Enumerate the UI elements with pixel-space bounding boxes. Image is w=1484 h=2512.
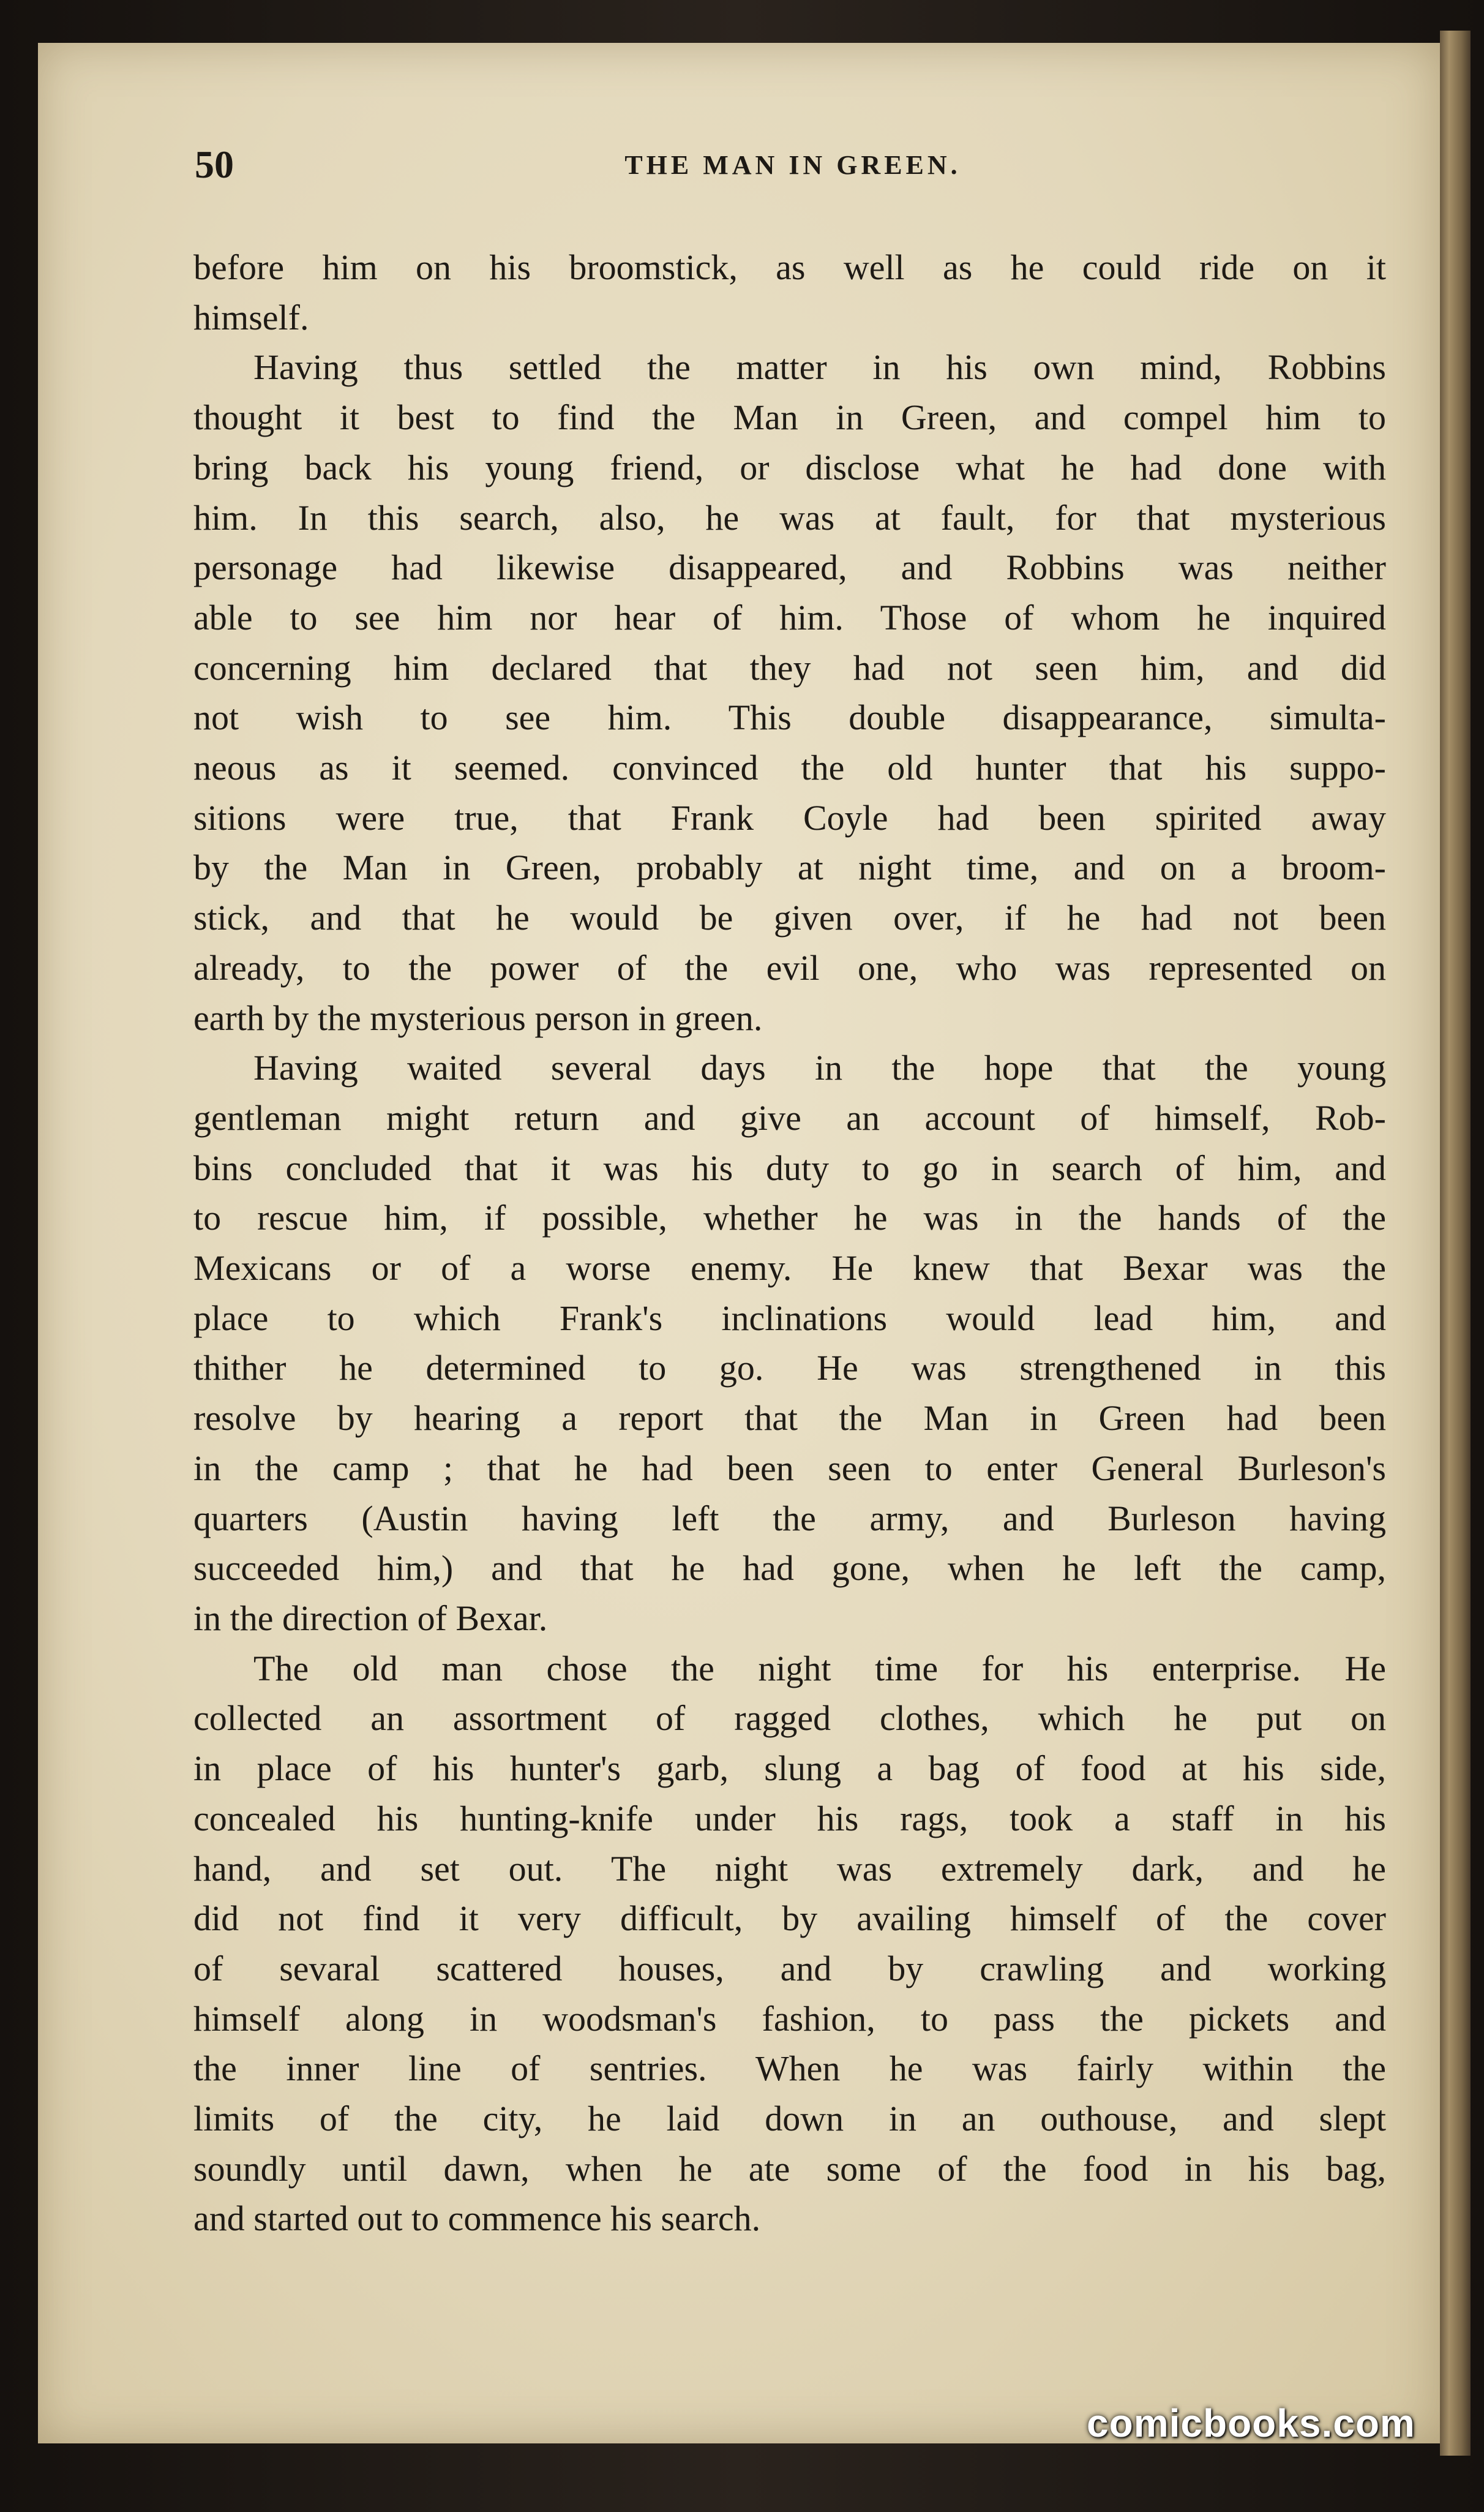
text-line: resolve by hearing a report that the Man in Green had been bbox=[193, 1398, 1386, 1438]
text-line: soundly until dawn, when he ate some of the food in his bag, bbox=[193, 2148, 1386, 2189]
text-line: the inner line of sentries. When he was fairly within the bbox=[193, 2048, 1386, 2089]
site-watermark: comicbooks.com bbox=[1087, 2401, 1415, 2445]
text-line: in place of his hunter's garb, slung a bag of food at his side, bbox=[193, 1748, 1386, 1789]
text-line: by the Man in Green, probably at night time, and on a broom- bbox=[193, 848, 1386, 888]
text-line: thought it best to find the Man in Green, and compel him to bbox=[193, 397, 1386, 438]
text-line: bins concluded that it was his duty to go in search of him, and bbox=[193, 1148, 1386, 1188]
text-line: and started out to commence his search. bbox=[193, 2198, 761, 2239]
text-line: bring back his young friend, or disclose what he had done with bbox=[193, 447, 1386, 487]
text-line: succeeded him,) and that he had gone, when he left the camp, bbox=[193, 1548, 1386, 1589]
text-line: quarters (Austin having left the army, and Burleson having bbox=[193, 1498, 1386, 1538]
page-header bbox=[195, 142, 1391, 197]
text-line: Having thus settled the matter in his own mind, Robbins bbox=[253, 347, 1386, 388]
running-head: THE MAN IN GREEN. bbox=[624, 150, 961, 180]
text-line: Mexicans or of a worse enemy. He knew that Bexar was the bbox=[193, 1248, 1386, 1288]
text-line: in the camp ; that he had been seen to enter General Burleson's bbox=[193, 1448, 1386, 1488]
text-line: concerning him declared that they had not seen him, and did bbox=[193, 647, 1386, 688]
text-line: collected an assortment of ragged clothes, which he put on bbox=[193, 1698, 1386, 1739]
text-line: not wish to see him. This double disappearance, simulta- bbox=[193, 698, 1386, 738]
text-line: able to see him nor hear of him. Those of whom he inquired bbox=[193, 597, 1386, 637]
text-line: him. In this search, also, he was at fault, for that mysterious bbox=[193, 497, 1386, 538]
text-line: before him on his broomstick, as well as he could ride on it bbox=[193, 247, 1386, 287]
page-number: 50 bbox=[195, 143, 234, 186]
text-line: himself along in woodsman's fashion, to pass the pickets and bbox=[193, 1998, 1386, 2039]
text-line: gentleman might return and give an account of himself, Rob- bbox=[193, 1097, 1386, 1138]
text-line: concealed his hunting-knife under his rags, took a staff in his bbox=[193, 1798, 1386, 1838]
text-line: neous as it seemed. convinced the old hunter that his suppo- bbox=[193, 748, 1386, 788]
text-line: Having waited several days in the hope that the young bbox=[253, 1048, 1386, 1088]
text-line: The old man chose the night time for his enterprise. He bbox=[253, 1648, 1386, 1688]
text-line: stick, and that he would be given over, if he had not been bbox=[193, 898, 1386, 938]
text-line: in the direction of Bexar. bbox=[193, 1598, 548, 1638]
text-line: hand, and set out. The night was extremely dark, and he bbox=[193, 1848, 1386, 1889]
text-line: of sevaral scattered houses, and by crawling and working bbox=[193, 1948, 1386, 1988]
text-line: personage had likewise disappeared, and Robbins was neither bbox=[193, 547, 1386, 588]
text-line: already, to the power of the evil one, who was represented on bbox=[193, 947, 1386, 988]
text-line: earth by the mysterious person in green. bbox=[193, 998, 763, 1038]
text-line: himself. bbox=[193, 297, 309, 337]
body-text bbox=[193, 243, 1386, 2244]
text-line: did not find it very difficult, by availing himself of the cover bbox=[193, 1898, 1386, 1939]
page-edge bbox=[1440, 31, 1471, 2456]
text-line: place to which Frank's inclinations would lead him, and bbox=[193, 1298, 1386, 1338]
text-line: limits of the city, he laid down in an outhouse, and slept bbox=[193, 2099, 1386, 2139]
text-line: sitions were true, that Frank Coyle had been spirited away bbox=[193, 797, 1386, 838]
text-line: to rescue him, if possible, whether he was in the hands of the bbox=[193, 1198, 1386, 1238]
text-line: thither he determined to go. He was strengthened in this bbox=[193, 1348, 1386, 1388]
